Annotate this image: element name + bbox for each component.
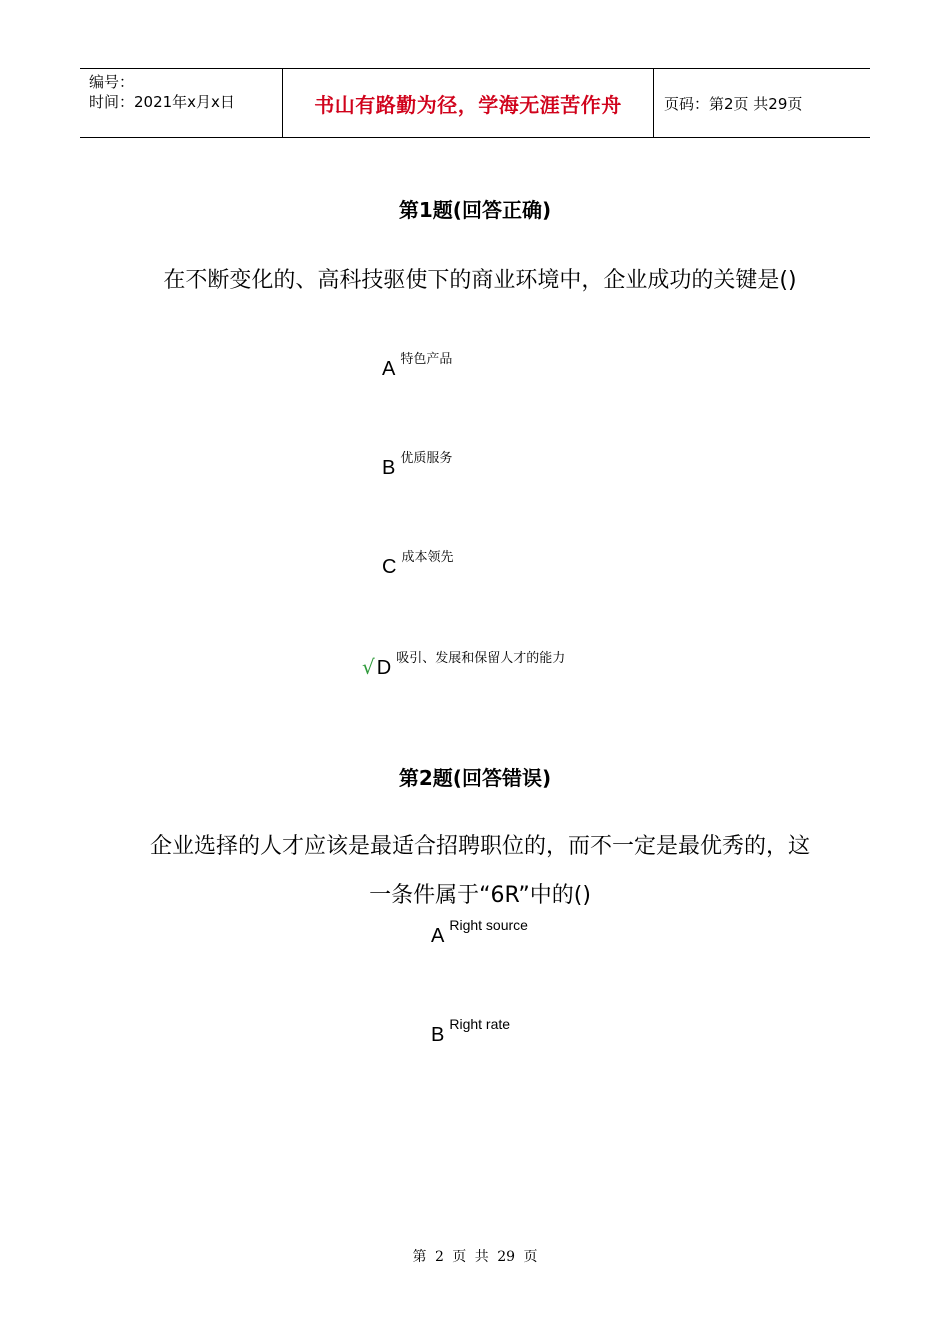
page-footer: 第 2 页 共 29 页	[412, 1249, 538, 1265]
option-text: 成本领先	[401, 550, 454, 565]
option-text: Right source	[449, 917, 528, 933]
header-meta	[80, 69, 282, 137]
question-1-option-c[interactable]	[382, 550, 454, 579]
question-2-text: 企业选择的人才应该是最适合招聘职位的，而不一定是最优秀的，这一条件属于“6R”中的()	[150, 834, 811, 908]
option-letter: A	[431, 925, 445, 947]
question-1-text: 在不断变化的、高科技驱使下的商业环境中，企业成功的关键是()	[163, 268, 797, 293]
check-mark-icon: √	[362, 655, 375, 679]
option-text: 吸引、发展和保留人才的能力	[396, 651, 566, 666]
number-label: 编号：	[89, 73, 135, 91]
option-text: Right rate	[449, 1016, 511, 1032]
question-2-option-a[interactable]	[431, 917, 528, 948]
option-letter: B	[431, 1024, 445, 1046]
header-page-label: 页码：第2页 共29页	[664, 94, 803, 113]
option-letter: A	[382, 358, 396, 380]
question-2-option-b[interactable]	[431, 1016, 511, 1047]
option-text: 优质服务	[400, 451, 453, 466]
question-1-option-d[interactable]	[362, 651, 566, 680]
option-letter: C	[382, 556, 397, 578]
header-motto: 书山有路勤为径，学海无涯苦作舟	[282, 69, 654, 137]
question-1-option-a[interactable]	[382, 352, 453, 381]
question-1-option-b[interactable]	[382, 451, 453, 480]
question-2-title: 第2题(回答错误)	[398, 766, 552, 790]
option-text: 特色产品	[400, 352, 453, 367]
question-1-title: 第1题(回答正确)	[398, 198, 552, 222]
option-letter: B	[382, 457, 396, 479]
time-label: 时间：2021年x月x日	[89, 93, 235, 111]
document-header	[80, 68, 870, 138]
option-letter: D	[376, 657, 392, 679]
